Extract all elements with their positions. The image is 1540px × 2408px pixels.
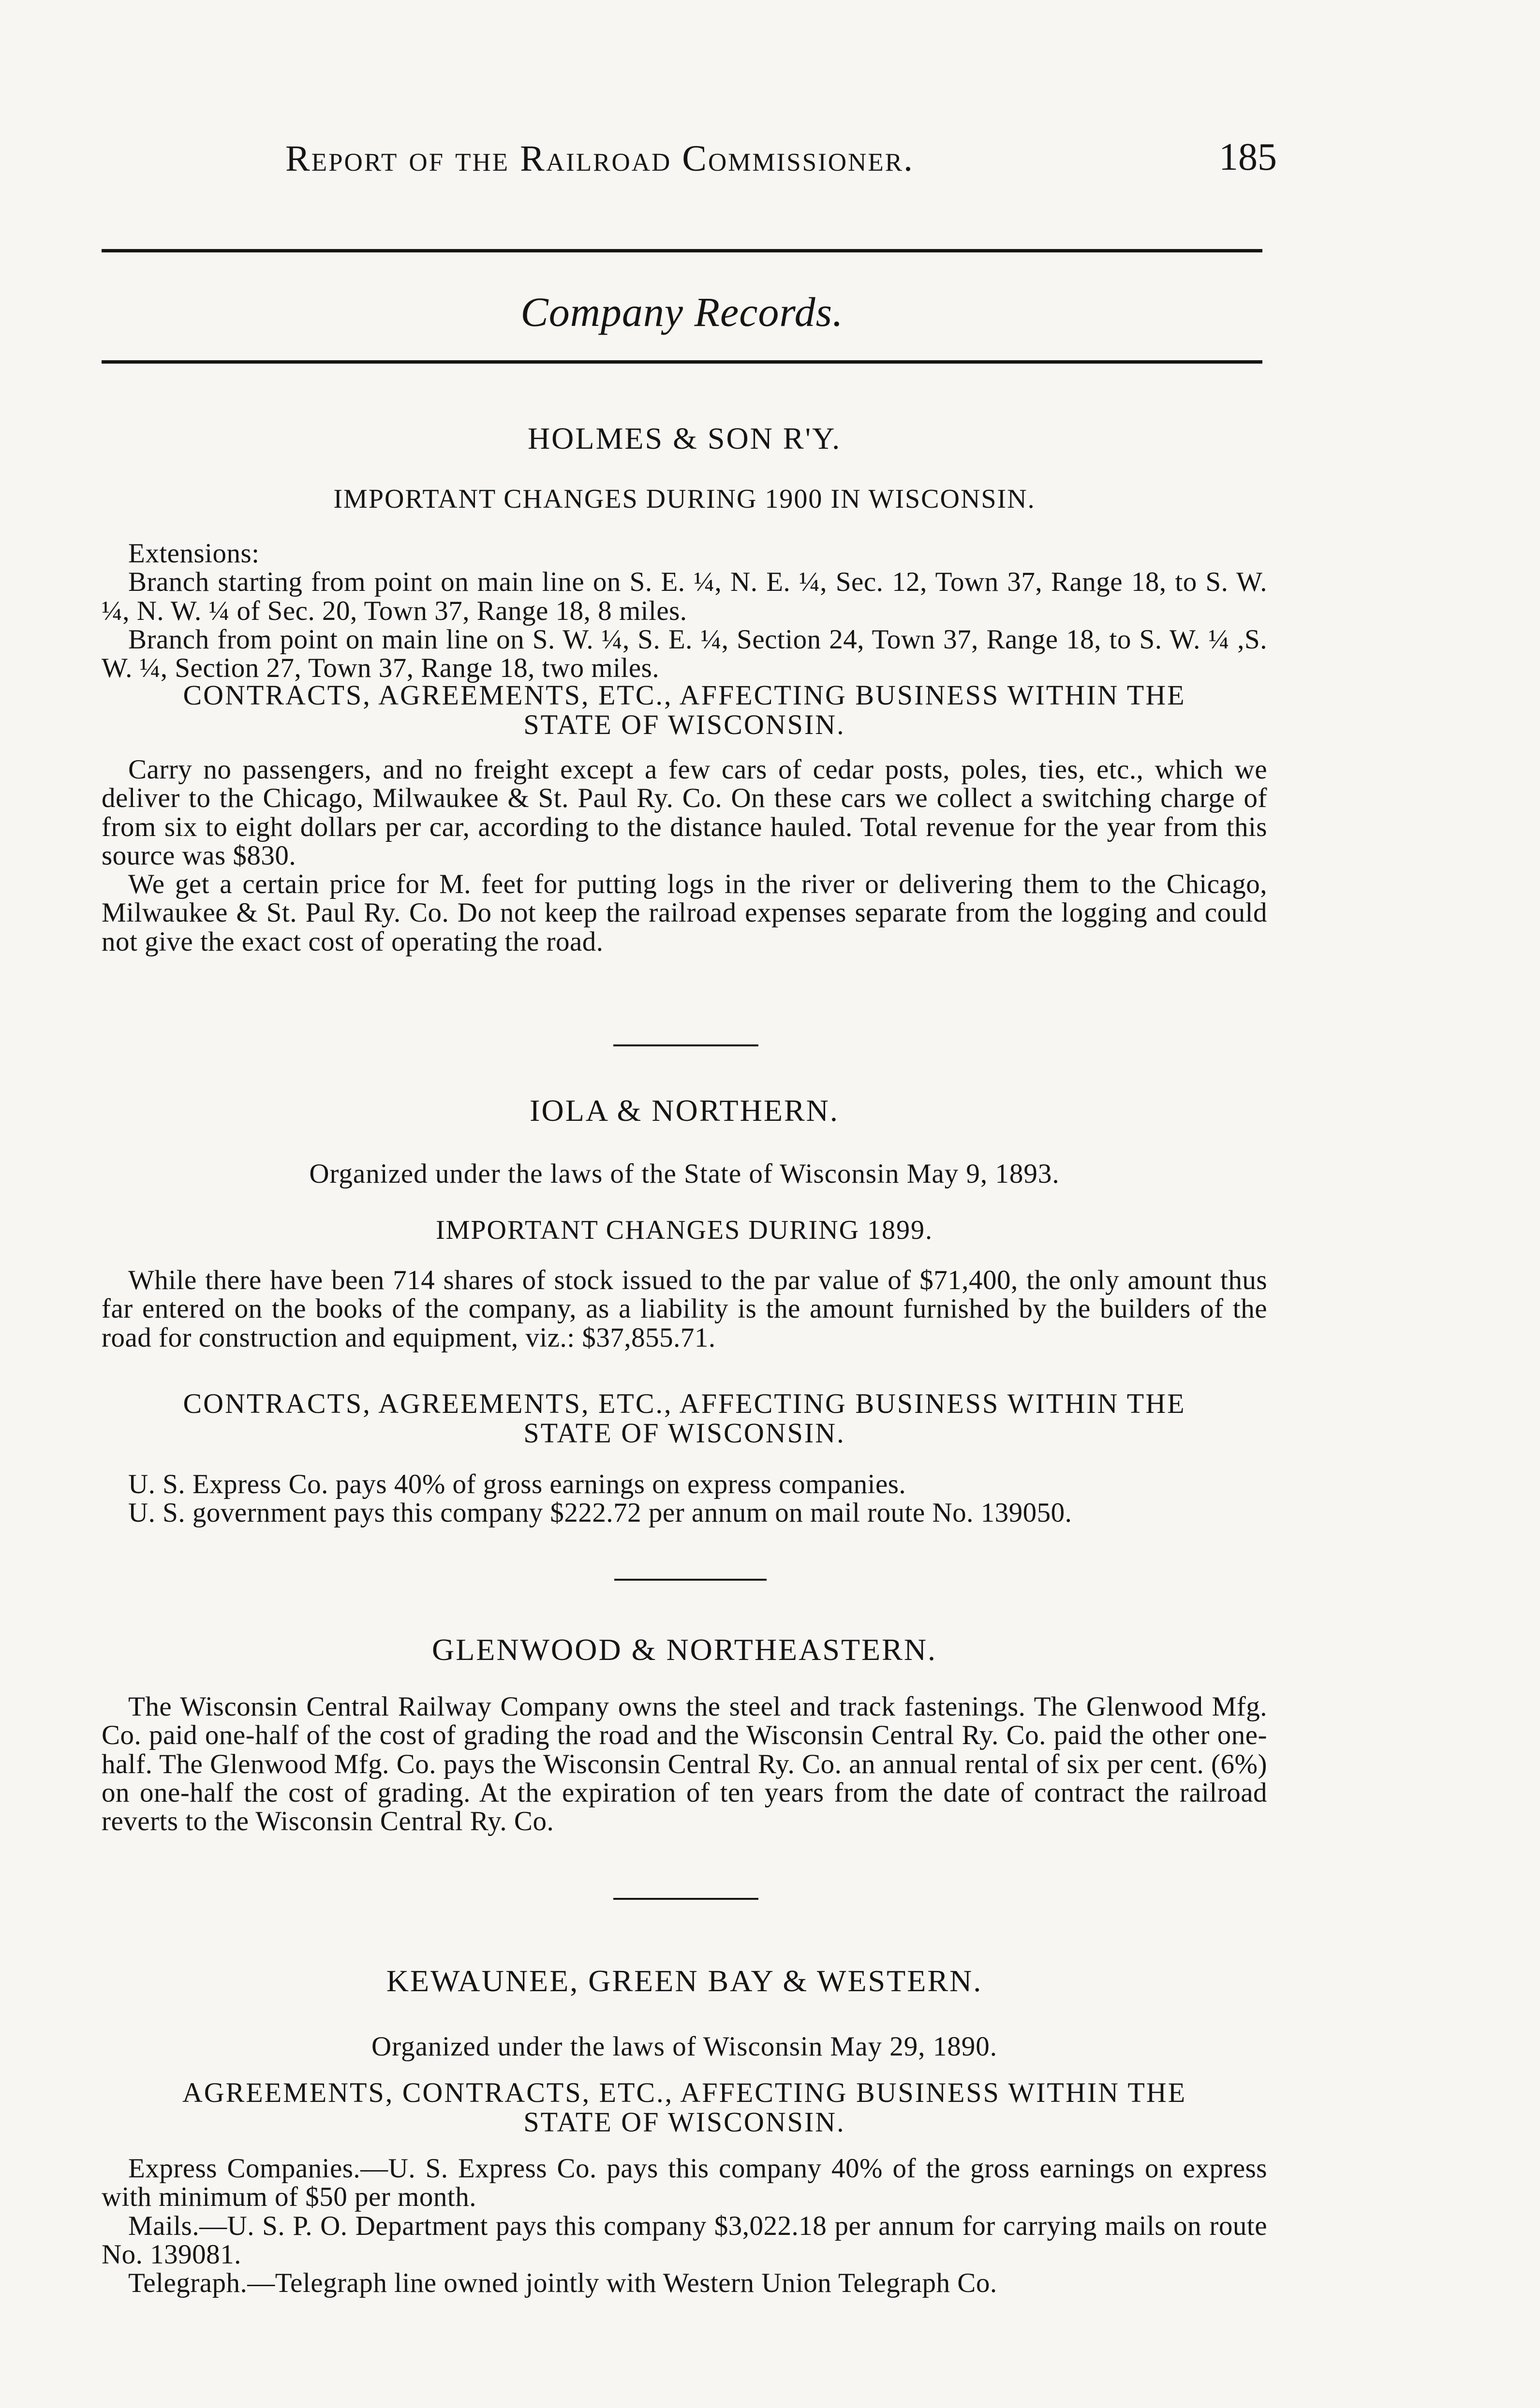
contracts-paragraph: We get a certain price for M. feet for putting logs in the river or delivering them to the Chicago, Milwaukee & St. Paul Ry. Co. Do not keep the railroad expenses separate from the logging and could not give the exact cost of operating the road. bbox=[102, 869, 1267, 957]
section-separator bbox=[614, 1579, 767, 1581]
kewaunee-agreements-heading bbox=[102, 2078, 1267, 2137]
contracts-heading-line-2: STATE OF WISCONSIN. bbox=[523, 708, 845, 740]
glenwood-title: GLENWOOD & NORTHEASTERN. bbox=[431, 1632, 937, 1667]
agreements-heading-line-1: AGREEMENTS, CONTRACTS, ETC., AFFECTING BUSINESS WITHIN THE bbox=[182, 2077, 1187, 2108]
holmes-extensions bbox=[102, 539, 1267, 682]
telegraph-paragraph: Telegraph.—Telegraph line owned jointly with Western Union Telegraph Co. bbox=[128, 2268, 997, 2299]
extension-2: Branch from point on main line on S. W. ¼, S. E. ¼, Section 24, Town 37, Range 18, to S. W. ¼ ,S. W. ¼, Section 27, Town 37, Range 18, two miles. bbox=[102, 624, 1267, 684]
express-paragraph: Express Companies.—U. S. Express Co. pays this company 40% of the gross earnings on express with minimum of $50 per month. bbox=[102, 2153, 1267, 2213]
section-title: Company Records. bbox=[520, 289, 844, 335]
glenwood-text bbox=[102, 1692, 1267, 1835]
contracts-paragraph: Carry no passengers, and no freight except a few cars of cedar posts, poles, ties, etc., which we deliver to the Chicago, Milwaukee & St. Paul Ry. Co. On these cars we collect a switching charge of from six to eight dollars per car, according to the distance hauled. Total revenue for the year from this source was $830. bbox=[102, 754, 1267, 871]
extensions-label: Extensions: bbox=[128, 538, 260, 569]
contracts-heading-line-2: STATE OF WISCONSIN. bbox=[523, 1417, 845, 1449]
kewaunee-title: KEWAUNEE, GREEN BAY & WESTERN. bbox=[386, 1964, 983, 1998]
kewaunee-organized: Organized under the laws of Wisconsin May 29, 1890. bbox=[371, 2031, 998, 2062]
glenwood-paragraph: The Wisconsin Central Railway Company owns the steel and track fastenings. The Glenwood Mfg. Co. paid one-half of the cost of grading the road and the Wisconsin Central Ry. Co. paid the other one-half. The Glenwood Mfg. Co. pays the Wisconsin Central Ry. Co. an annual rental of six per cent. (6%) on one-half the cost of grading. At the expiration of ten years from the date of contract the railroad reverts to the Wisconsin Central Ry. Co. bbox=[102, 1691, 1267, 1837]
iola-organized: Organized under the laws of the State of Wisconsin May 9, 1893. bbox=[309, 1159, 1060, 1189]
iola-changes-text bbox=[102, 1266, 1267, 1352]
bottom-rule bbox=[102, 360, 1262, 364]
section-separator bbox=[613, 1044, 758, 1046]
section-separator bbox=[613, 1898, 758, 1900]
iola-contracts-heading bbox=[102, 1389, 1267, 1448]
contracts-heading-line-1: CONTRACTS, AGREEMENTS, ETC., AFFECTING BUSINESS WITHIN THE bbox=[183, 679, 1186, 711]
holmes-contracts-heading bbox=[102, 681, 1267, 740]
iola-title: IOLA & NORTHERN. bbox=[530, 1093, 839, 1128]
iola-contracts-text bbox=[102, 1470, 1267, 1527]
page-number: 185 bbox=[1219, 136, 1277, 178]
holmes-contracts-text bbox=[102, 755, 1267, 956]
iola-changes-heading: IMPORTANT CHANGES DURING 1899. bbox=[435, 1215, 933, 1245]
agreements-heading-line-2: STATE OF WISCONSIN. bbox=[523, 2106, 845, 2138]
running-head: Report of the Railroad Commissioner. bbox=[285, 138, 915, 179]
holmes-title: HOLMES & SON R'Y. bbox=[527, 421, 842, 455]
mail-paragraph: U. S. government pays this company $222.72 per annum on mail route No. 139050. bbox=[128, 1498, 1072, 1528]
top-rule bbox=[102, 249, 1262, 252]
express-paragraph: U. S. Express Co. pays 40% of gross earnings on express companies. bbox=[128, 1469, 906, 1499]
document-page bbox=[102, 0, 1277, 2408]
changes-paragraph: While there have been 714 shares of stock issued to the par value of $71,400, the only amount thus far entered on the books of the company, as a liability is the amount furnished by the builders of the road for construction and equipment, viz.: $37,855.71. bbox=[102, 1265, 1267, 1353]
kewaunee-agreements-text bbox=[102, 2154, 1267, 2297]
mails-paragraph: Mails.—U. S. P. O. Department pays this company $3,022.18 per annum for carrying mails on route No. 139081. bbox=[102, 2210, 1267, 2270]
extension-1: Branch starting from point on main line on S. E. ¼, N. E. ¼, Sec. 12, Town 37, Range 18, to S. W. ¼, N. W. ¼ of Sec. 20, Town 37, Range 18, 8 miles. bbox=[102, 567, 1267, 626]
contracts-heading-line-1: CONTRACTS, AGREEMENTS, ETC., AFFECTING BUSINESS WITHIN THE bbox=[183, 1388, 1186, 1419]
holmes-changes-heading: IMPORTANT CHANGES DURING 1900 IN WISCONSIN. bbox=[333, 484, 1036, 514]
